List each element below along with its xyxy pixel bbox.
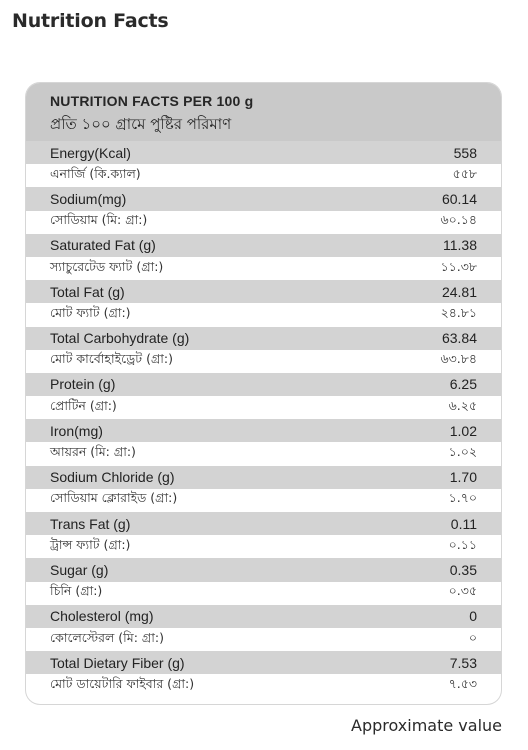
nutrient-value: ৭.৫৩	[448, 675, 477, 691]
nutrient-row	[26, 303, 501, 326]
nutrient-label: মোট কার্বোহাইড্রেট (গ্রা:)	[50, 351, 174, 367]
nutrient-row	[26, 651, 501, 674]
nutrient-label: Sodium Chloride (g)	[50, 469, 175, 486]
panel-header-bengali: প্রতি ১০০ গ্রামে পুষ্টির পরিমাণ	[50, 115, 232, 133]
nutrient-value: ০.১১	[448, 536, 477, 552]
nutrient-value: ১.৭০	[448, 490, 477, 506]
nutrient-row	[26, 628, 501, 651]
nutrient-value: 1.02	[449, 422, 477, 439]
nutrient-row	[26, 442, 501, 465]
nutrient-label: Total Dietary Fiber (g)	[50, 654, 185, 671]
nutrient-value: ১.০২	[448, 444, 477, 460]
nutrient-label: Total Fat (g)	[50, 283, 125, 300]
nutrient-label: সোডিয়াম ক্লোরাইড (গ্রা:)	[50, 490, 178, 506]
nutrient-value: ২৪.৮১	[440, 304, 477, 320]
panel-header	[26, 83, 501, 141]
nutrient-row	[26, 535, 501, 558]
nutrient-label: Cholesterol (mg)	[50, 608, 154, 625]
nutrient-label: মোট ডায়েটারি ফাইবার (গ্রা:)	[50, 675, 195, 691]
nutrient-value: 1.70	[449, 469, 477, 486]
nutrient-label: চিনি (গ্রা:)	[50, 583, 103, 599]
nutrient-value: 0.35	[449, 561, 477, 578]
nutrient-label: সোডিয়াম (মি: গ্রা:)	[50, 212, 148, 228]
nutrient-label: Sugar (g)	[50, 561, 109, 578]
nutrient-label: Protein (g)	[50, 376, 116, 393]
nutrient-label: Energy(Kcal)	[50, 144, 131, 161]
nutrient-value: ৬০.১৪	[440, 212, 477, 228]
nutrient-value: 0	[469, 608, 477, 625]
nutrient-value: ১১.৩৮	[440, 258, 477, 274]
nutrient-row	[26, 605, 501, 628]
nutrient-row	[26, 419, 501, 442]
nutrient-value: 6.25	[449, 376, 477, 393]
nutrient-row	[26, 280, 501, 303]
nutrient-label: মোট ফ্যাট (গ্রা:)	[50, 304, 131, 320]
nutrient-value: 11.38	[443, 237, 477, 254]
nutrient-label: ট্রান্স ফ্যাট (গ্রা:)	[50, 536, 131, 552]
nutrient-value: 60.14	[441, 190, 477, 207]
nutrient-row	[26, 187, 501, 210]
nutrient-value: 0.11	[450, 515, 477, 532]
nutrient-row	[26, 211, 501, 234]
approximate-value-note: Approximate value	[351, 716, 502, 735]
nutrient-label: Trans Fat (g)	[50, 515, 131, 532]
nutrient-row	[26, 234, 501, 257]
nutrient-label: কোলেস্টেরল (মি: গ্রা:)	[50, 629, 164, 645]
nutrient-row	[26, 489, 501, 512]
nutrient-value: ৫৫৮	[452, 165, 477, 181]
nutrient-label: এনার্জি (কি.ক্যাল)	[50, 165, 141, 181]
nutrition-facts-panel	[26, 83, 501, 704]
nutrient-value: ৬.২৫	[448, 397, 477, 413]
nutrient-row	[26, 674, 501, 697]
nutrient-row	[26, 257, 501, 280]
nutrient-row	[26, 512, 501, 535]
nutrient-label: Saturated Fat (g)	[50, 237, 156, 254]
nutrient-row	[26, 373, 501, 396]
nutrient-label: স্যাচুরেটেড ফ্যাট (গ্রা:)	[50, 258, 164, 274]
nutrient-label: প্রোটিন (গ্রা:)	[50, 397, 117, 413]
nutrient-row	[26, 582, 501, 605]
nutrient-value: 558	[453, 144, 477, 161]
nutrient-label: Sodium(mg)	[50, 190, 127, 207]
nutrient-rows	[26, 141, 501, 698]
nutrient-row	[26, 164, 501, 187]
nutrient-label: Total Carbohydrate (g)	[50, 330, 190, 347]
nutrient-row	[26, 141, 501, 164]
nutrient-value: 7.53	[449, 654, 477, 671]
page-title: Nutrition Facts	[12, 10, 169, 32]
nutrient-value: ৬৩.৮৪	[440, 351, 477, 367]
panel-header-english: NUTRITION FACTS PER 100 g	[50, 93, 254, 109]
nutrient-label: আয়রন (মি: গ্রা:)	[50, 444, 136, 460]
nutrient-value: ০.৩৫	[448, 583, 477, 599]
nutrient-value: ০	[468, 629, 477, 645]
nutrient-row	[26, 327, 501, 350]
nutrient-row	[26, 466, 501, 489]
nutrient-value: 63.84	[441, 330, 477, 347]
nutrient-row	[26, 396, 501, 419]
nutrient-value: 24.81	[441, 283, 477, 300]
nutrient-row	[26, 350, 501, 373]
nutrient-label: Iron(mg)	[50, 422, 103, 439]
nutrient-row	[26, 558, 501, 581]
